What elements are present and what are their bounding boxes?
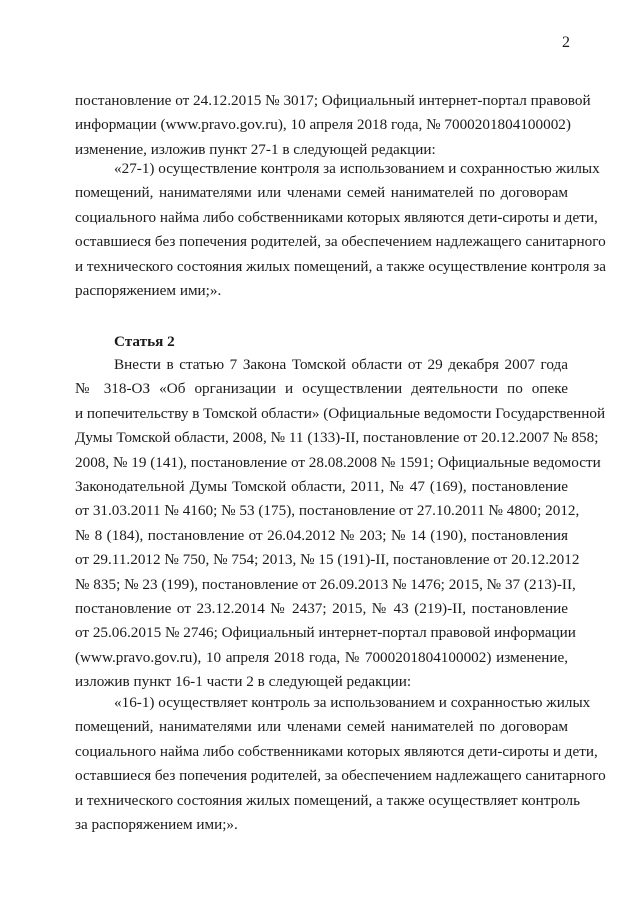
text-line: изложив пункт 16-1 части 2 в следующей редакции: [75,673,412,691]
text-line: от 29.11.2012 № 750, № 754; 2013, № 15 (191)-II, постановление от 20.12.2012 [75,551,580,569]
text-line: Думы Томской области, 2008, № 11 (133)-II, постановление от 20.12.2007 № 858; [75,429,599,447]
text-line: социального найма либо собственниками которых являются дети-сироты и дети, [75,742,598,760]
text-line: постановление от 23.12.2014 № 2437; 2015, № 43 (219)-II, постановление [75,599,568,617]
text-line: постановление от 24.12.2015 № 3017; Официальный интернет-портал правовой [75,92,591,109]
paragraph-amendment-intro [75,89,591,162]
text-line: № 835; № 23 (199), постановление от 26.09.2013 № 1476; 2015, № 37 (213)-II, [75,575,576,593]
paragraph-article-2 [75,353,606,694]
text-line: распоряжением ими;». [75,281,222,299]
text-line: помещений, нанимателями или членами семей нанимателей по договорам [75,718,568,736]
paragraph-quote-16-1 [75,691,606,837]
text-line: (www.pravo.gov.ru), 10 апреля 2018 года, № 7000201804100002) изменение, [75,648,568,666]
page-number: 2 [562,34,570,51]
text-line: оставшиеся без попечения родителей, за обеспечением надлежащего санитарного [75,233,606,251]
article-heading [75,330,568,354]
text-line: № 318-ОЗ «Об организации и осуществлении деятельности по опеке [75,380,568,398]
text-line: информации (www.pravo.gov.ru), 10 апреля 2018 года, № 7000201804100002) [75,116,571,134]
text-line: Внести в статью 7 Закона Томской области от 29 декабря 2007 года [114,356,568,373]
article-2-heading: Статья 2 [114,333,175,350]
text-line: социального найма либо собственниками которых являются дети-сироты и дети, [75,208,598,226]
text-line: от 25.06.2015 № 2746; Официальный интернет-портал правовой информации [75,624,576,642]
text-line: № 8 (184), постановление от 26.04.2012 № 203; № 14 (190), постановления [75,526,568,544]
text-line: изменение, изложив пункт 27-1 в следующей редакции: [75,140,436,158]
text-line: и технического состояния жилых помещений, а также осуществление контроля за [75,257,607,275]
text-line: «16-1) осуществляет контроль за использованием и сохранностью жилых [114,694,591,711]
text-line: от 31.03.2011 № 4160; № 53 (175), постановление от 27.10.2011 № 4800; 2012, [75,502,580,520]
text-line: оставшиеся без попечения родителей, за обеспечением надлежащего санитарного [75,767,606,785]
paragraph-quote-27-1 [75,157,607,303]
text-line: и попечительству в Томской области» (Официальные ведомости Государственной [75,404,606,422]
text-line: и технического состояния жилых помещений, а также осуществляет контроль [75,791,581,809]
text-line: помещений, нанимателями или членами семей нанимателей по договорам [75,184,568,202]
text-line: 2008, № 19 (141), постановление от 28.08.2008 № 1591; Официальные ведомости [75,453,601,471]
text-line: Законодательной Думы Томской области, 2011, № 47 (169), постановление [75,477,568,495]
text-line: за распоряжением ими;». [75,815,238,833]
text-line: «27-1) осуществление контроля за использованием и сохранностью жилых [114,160,600,177]
